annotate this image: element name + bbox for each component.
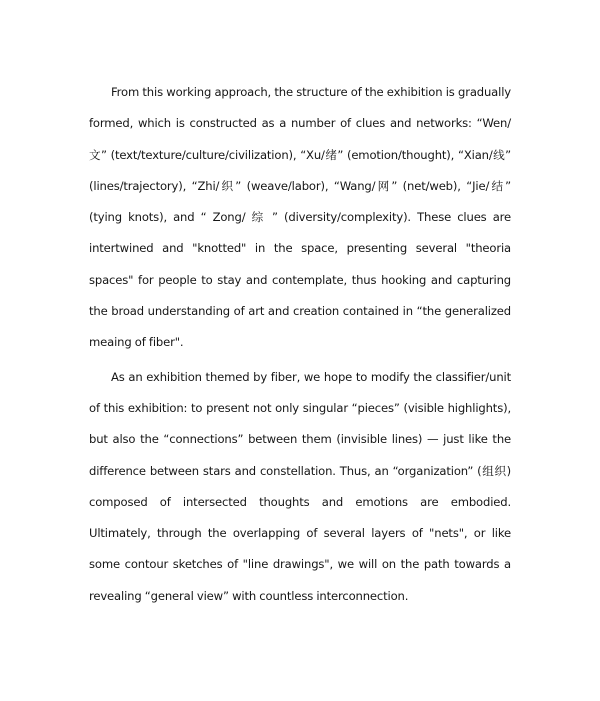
document-page: [89, 77, 511, 612]
paragraph-exhibition-structure: From this working approach, the structure of the exhibition is gradually formed, which is constructed as a number of clues and networks: “Wen/文” (text/texture/culture/civilization), “Xu/绪” (emotion/thought), “Xian/线” (lines/trajectory), “Zhi/织” (weave/labor), “Wang/网” (net/web), “Jie/结” (tying knots), and “ Zong/ 综 ” (diversity/complexity). These clues are intertwined and "knotted" in the space, presenting several "theoria spaces" for people to stay and contemplate, thus hooking and capturing the broad understanding of art and creation contained in “the generalized meaing of fiber".: [89, 85, 511, 350]
paragraph-exhibition-classifier: As an exhibition themed by fiber, we hope to modify the classifier/unit of this exhibition: to present not only singular “pieces” (visible highlights), but also the “connections” between them (invisible lines) — just like the difference between stars and constellation. Thus, an “organization” (组织) composed of intersected thoughts and emotions are embodied. Ultimately, through the overlapping of several layers of "nets", or like some contour sketches of "line drawings", we will on the path towards a revealing “general view” with countless interconnection.: [89, 369, 511, 603]
